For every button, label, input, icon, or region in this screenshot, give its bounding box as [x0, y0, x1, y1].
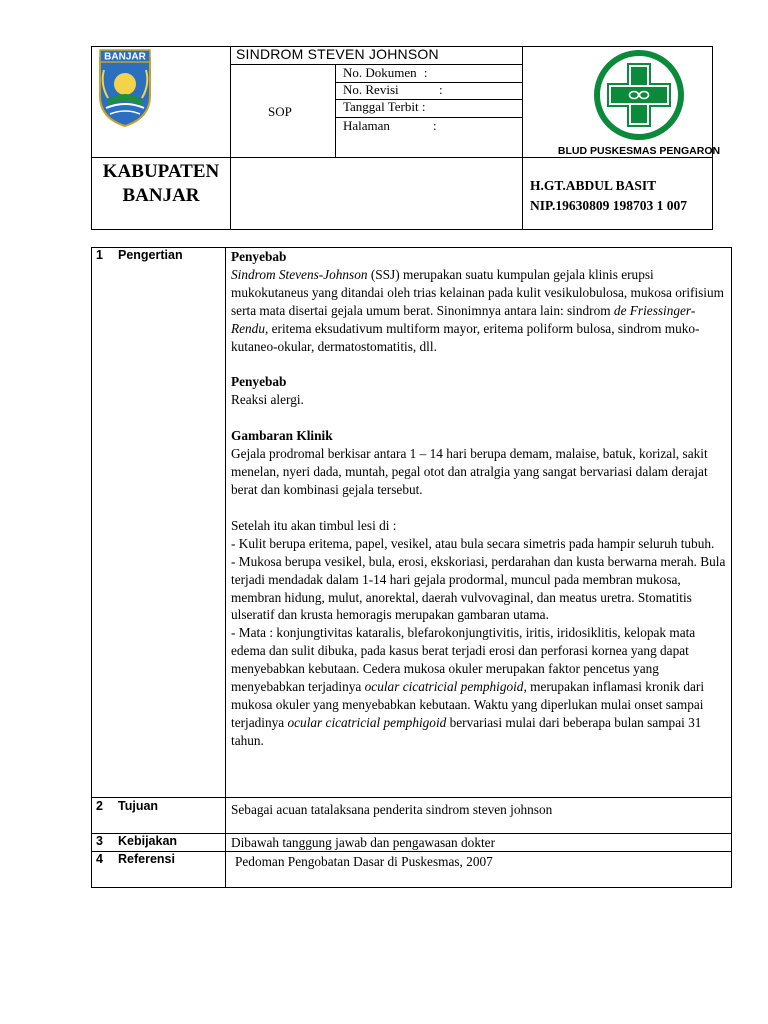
section-label-tujuan: [96, 799, 224, 817]
meta-dokumen: [343, 65, 518, 81]
paragraph-prodromal: Gejala prodromal berkisar antara 1 – 14 hari berupa demam, malaise, batuk, korizal, sakit menelan, nyeri dada, muntah, pegal otot dan atralgia yang sangat bervariasi dalam derajat berat dan kombinasi gejala tersebut.: [231, 446, 708, 497]
text-run: bervariasi mulai dari beberapa bulan sampai 31 tahun.: [231, 714, 702, 748]
meta-label: No. Revisi: [343, 82, 399, 97]
section-title: Pengertian: [118, 248, 183, 262]
section-content-kebijakan: Dibawah tanggung jawab dan pengawasan dokter: [231, 835, 496, 850]
puskesmas-logo-text: BLUD PUSKESMAS PENGARON: [557, 145, 721, 157]
paragraph-definition: [231, 266, 730, 356]
italic-term: de Friessinger-Rendu: [231, 302, 696, 336]
signer-nip: NIP.19630809 198703 1 007: [530, 198, 688, 213]
kabupaten-name: [92, 160, 230, 210]
section-label-kebijakan: [96, 834, 224, 851]
paragraph-cause: Reaksi alergi.: [231, 392, 304, 408]
sop-label: SOP: [268, 104, 292, 119]
section-label-referensi: [96, 852, 224, 869]
meta-tanggal-terbit: [343, 99, 518, 115]
paragraph-kulit: - Kulit berupa eritema, papel, vesikel, atau bula secara simetris pada hampir seluruh tubuh.: [231, 535, 715, 551]
section-title: Referensi: [118, 852, 175, 866]
italic-term: ocular cicatricial pemphigoid: [287, 714, 447, 730]
heading-gambaran-klinik: Gambaran Klinik: [231, 428, 333, 444]
paragraph-lesi-intro: Setelah itu akan timbul lesi di :: [231, 517, 397, 533]
meta-sep: :: [433, 118, 437, 133]
meta-sep: :: [423, 65, 428, 80]
meta-sep: :: [439, 82, 443, 97]
meta-label: No. Dokumen: [343, 65, 417, 80]
section-number: 2: [96, 799, 103, 813]
italic-term: ocular cicatricial pemphigoid,: [364, 679, 527, 695]
section-content-referensi: Pedoman Pengobatan Dasar di Puskesmas, 2007: [235, 854, 493, 869]
heading-penyebab: Penyebab: [231, 249, 287, 264]
paragraph-mata: [231, 624, 730, 749]
puskesmas-cross-logo: [557, 50, 721, 158]
heading-penyebab-2: Penyebab: [231, 374, 287, 390]
section-number: 3: [96, 834, 103, 848]
text-run: (SSJ) merupakan suatu kumpulan gejala klinis erupsi mukokutaneus yang ditandai oleh trias kelainan pada kulit vesikulobulosa, mukosa orifisium serta mata disertai gejala umum berat. Sinonimnya antara lain: sindrom: [231, 266, 724, 318]
meta-sep: :: [421, 99, 426, 114]
document-title: SINDROM STEVEN JOHNSON: [236, 46, 439, 62]
signer-name: H.GT.ABDUL BASIT: [530, 178, 657, 193]
text-run: , eritema eksudativum multiform mayor, eritema poliform bulosa, sindrom muko-kutaneo-okular, dermatostomatitis, dll.: [231, 320, 700, 354]
section-content-tujuan: Sebagai acuan tatalaksana penderita sindrom steven johnson: [231, 802, 553, 817]
section-number: 4: [96, 852, 103, 866]
section-title: Kebijakan: [118, 834, 178, 848]
section-number: 1: [96, 248, 103, 262]
paragraph-mukosa: - Mukosa berupa vesikel, bula, erosi, ekskoriasi, perdarahan dan kusta berwarna merah. Bula terjadi mendadak dalam 1-14 hari gejala prodormal, muncul pada membran mukosa, membran hidung, mulut, anorektal, daerah vulvovaginal, dan meatus uretra. Stomatitis ulseratif dan krusta hemoragis merupakan gambaran utama.: [231, 553, 726, 623]
section-label-pengertian: [96, 248, 224, 266]
section-content-pengertian: [231, 248, 730, 750]
signer-block: [530, 176, 712, 218]
meta-halaman: [343, 118, 518, 134]
section-title: Tujuan: [118, 799, 159, 813]
kabupaten-line-2: BANJAR: [122, 185, 200, 206]
crest-banner-text: BANJAR: [104, 51, 146, 63]
italic-term: Sindrom Stevens-Johnson: [231, 266, 368, 282]
meta-revisi: [343, 82, 518, 98]
meta-label: Tanggal Terbit: [343, 99, 419, 114]
kabupaten-line-1: KABUPATEN: [102, 161, 220, 182]
meta-label: Halaman: [343, 118, 390, 133]
text-run: merupakan inflamasi kronik dari mukosa okuler yang menyebabkan kebutaan. Waktu yang diperlukan mulai onset sampai terjadinya: [231, 679, 705, 730]
banjar-crest-logo: [96, 48, 154, 128]
text-run: - Mata : konjungtivitas kataralis, blefarokonjungtivitis, iritis, iridosiklitis, kelopak mata edema dan sulit dibuka, pada kasus berat terjadi erosi dan perforasi kornea yang dapat menyebabkan kebutaan. Cedera mukosa okuler merupakan faktor pencetus yang menyebabkan terjadinya: [231, 625, 696, 695]
